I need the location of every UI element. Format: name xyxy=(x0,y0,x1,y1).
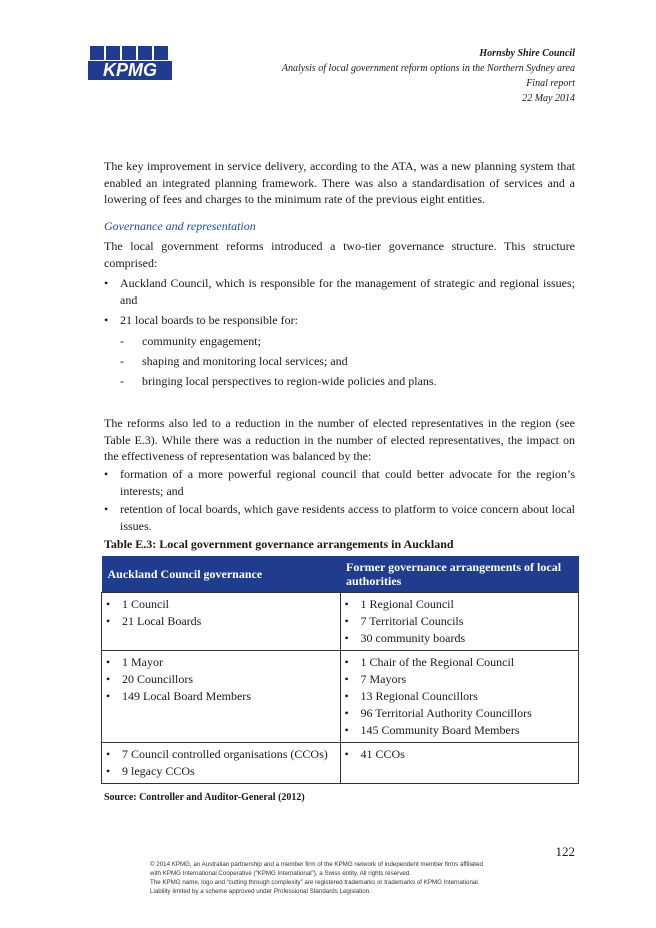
list-item: • 145 Community Board Members xyxy=(344,723,520,737)
subheading-governance: Governance and representation xyxy=(104,219,256,233)
bullet-regional-council: • formation of a more powerful regional council that could better advocate for the region’s interests; and xyxy=(104,467,575,498)
list-item: • 1 Mayor xyxy=(106,655,163,669)
header-date: 22 May 2014 xyxy=(522,93,575,104)
bullet-retention-boards: • retention of local boards, which gave residents access to platform to voice concern about local issues. xyxy=(104,502,575,533)
bullet-auckland-council: • Auckland Council, which is responsible for the management of strategic and regional issues; and xyxy=(104,276,575,307)
list-item: • 20 Councillors xyxy=(106,672,193,686)
list-item: • 30 community boards xyxy=(344,631,466,645)
list-item: • 7 Territorial Councils xyxy=(344,614,464,628)
footer-line: with KPMG International Cooperative (“KPMG International”), a Swiss entity. All rights reserved. xyxy=(150,870,411,877)
page-number: 122 xyxy=(555,844,575,859)
list-item: • 13 Regional Councillors xyxy=(344,689,478,703)
list-item: • 9 legacy CCOs xyxy=(106,764,195,778)
footer-line: © 2014 KPMG, an Australian partnership and a member firm of the KPMG network of independent member firms affiliated xyxy=(150,861,483,868)
governance-table xyxy=(101,556,579,784)
list-item: • 1 Chair of the Regional Council xyxy=(344,655,515,669)
table-row xyxy=(102,593,579,651)
dash-item: - shaping and monitoring local services; and xyxy=(120,354,348,368)
list-item: • 21 Local Boards xyxy=(106,614,202,628)
paragraph-governance: The local government reforms introduced a two-tier governance structure. This structure comprised: xyxy=(104,239,575,270)
list-item: • 149 Local Board Members xyxy=(106,689,251,703)
table-header-row xyxy=(102,556,579,593)
bullet-local-boards: • 21 local boards to be responsible for: xyxy=(104,313,298,327)
list-item: • 1 Council xyxy=(106,597,169,611)
table-row xyxy=(102,651,579,743)
table-header-cell: Auckland Council governance xyxy=(102,556,341,593)
header-title: Analysis of local government reform options in the Northern Sydney area xyxy=(281,63,575,74)
header-report: Final report xyxy=(526,78,575,89)
header-org: Hornsby Shire Council xyxy=(479,48,575,59)
table-cell xyxy=(340,651,579,743)
footer-line: Liability limited by a scheme approved under Professional Standards Legislation. xyxy=(150,888,371,895)
table-caption: Table E.3: Local government governance arrangements in Auckland xyxy=(104,537,454,551)
dash-item: - bringing local perspectives to region-wide policies and plans. xyxy=(120,374,437,388)
logo-text: KPMG xyxy=(103,60,157,80)
table-cell xyxy=(340,593,579,651)
table-header-cell: Former governance arrangements of local authorities xyxy=(340,556,579,593)
table-cell xyxy=(102,743,341,784)
list-item: • 7 Council controlled organisations (CCOs) xyxy=(106,747,328,761)
table-source: Source: Controller and Auditor-General (2012) xyxy=(104,792,305,803)
table-cell xyxy=(102,593,341,651)
kpmg-logo xyxy=(88,46,172,80)
list-item: • 1 Regional Council xyxy=(344,597,454,611)
dash-item: - community engagement; xyxy=(120,334,261,348)
paragraph-service-delivery: The key improvement in service delivery, according to the ATA, was a new planning system that enabled an integrated planning framework. There was also a standardisation of services and a lowering of fees and charges to the minimum rate of the previous eight entities. xyxy=(104,159,575,206)
table-cell xyxy=(340,743,579,784)
table-row xyxy=(102,743,579,784)
page-header xyxy=(282,46,575,106)
footer-legal xyxy=(150,860,483,896)
footer-line: The KPMG name, logo and “cutting through complexity” are registered trademarks or trademarks of KPMG International. xyxy=(150,879,480,886)
table-cell xyxy=(102,651,341,743)
list-item: • 41 CCOs xyxy=(344,747,405,761)
list-item: • 96 Territorial Authority Councillors xyxy=(344,706,532,720)
list-item: • 7 Mayors xyxy=(344,672,407,686)
paragraph-reforms: The reforms also led to a reduction in the number of elected representatives in the region (see Table E.3). While there was a reduction in the number of elected representatives, the impact on the effectiveness of representation was balanced by the: xyxy=(104,416,575,463)
